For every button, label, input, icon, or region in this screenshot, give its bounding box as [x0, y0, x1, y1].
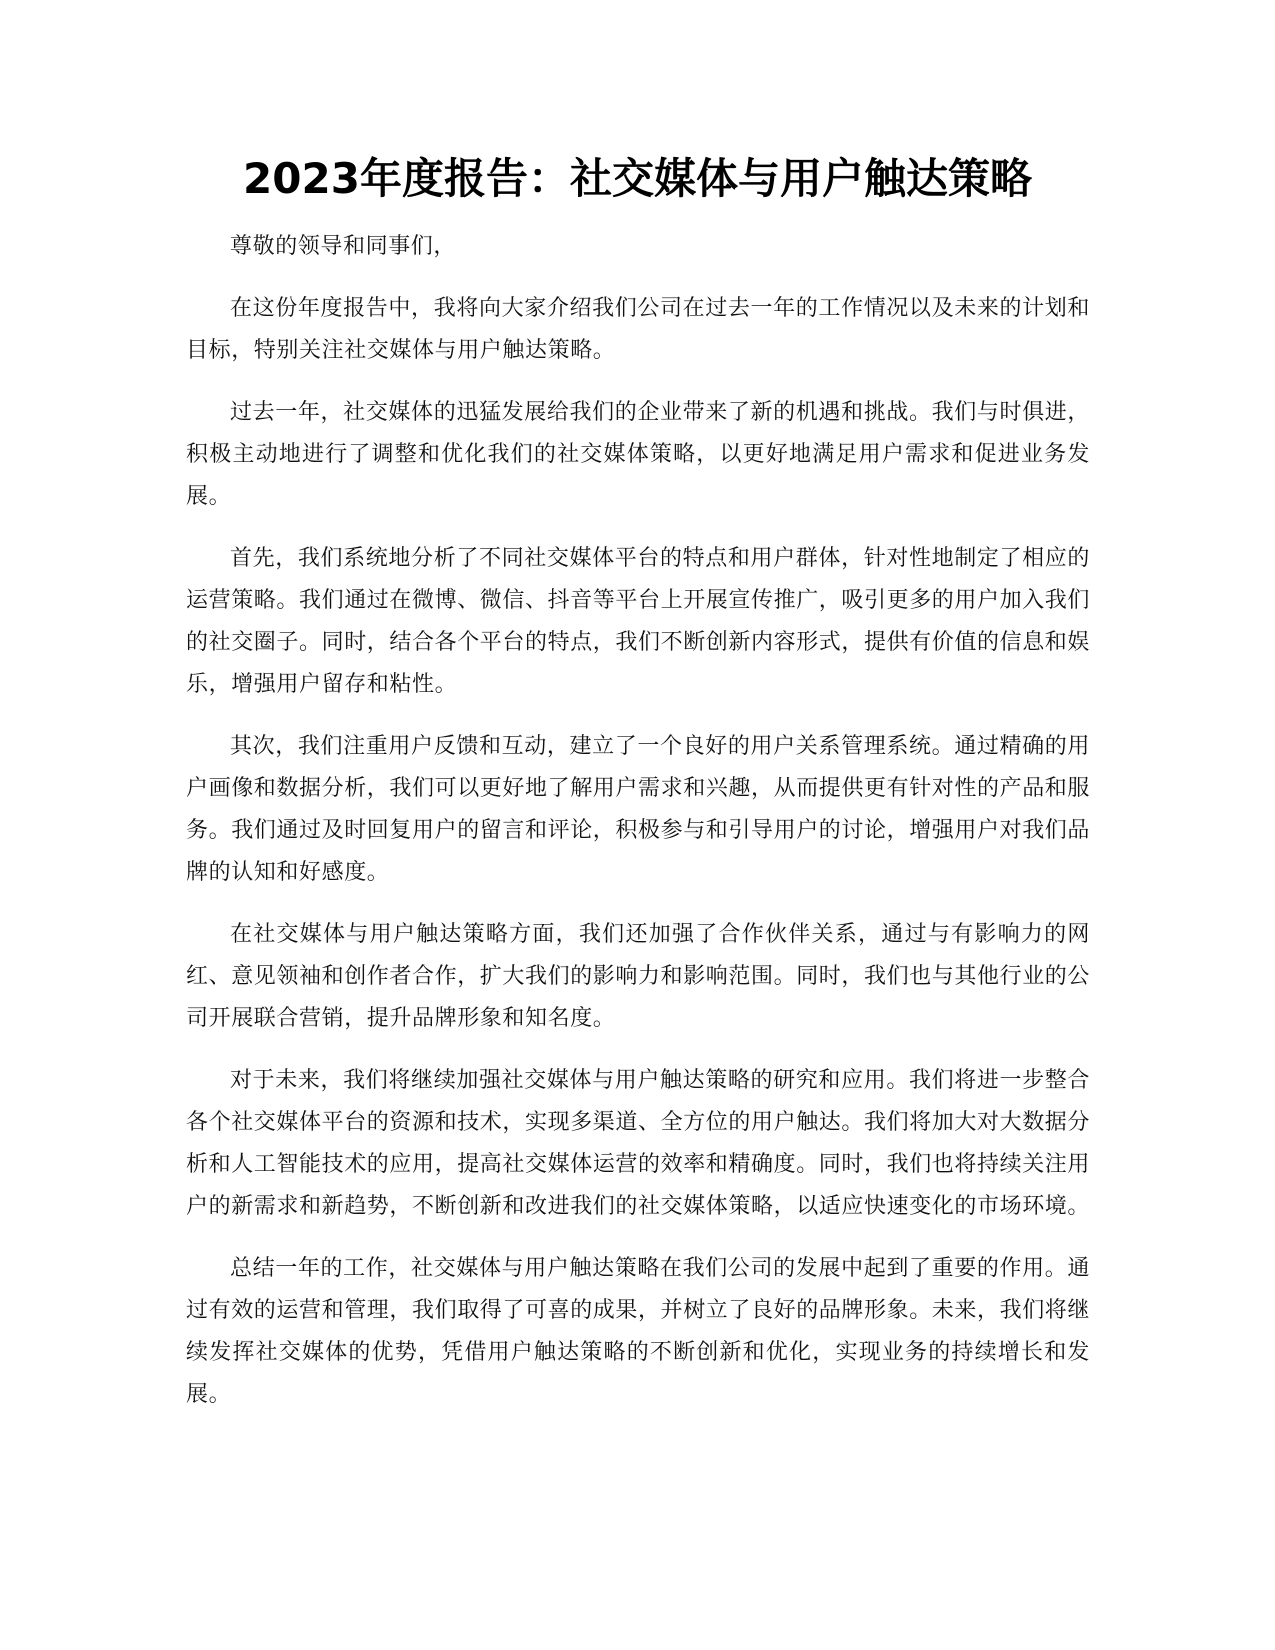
paragraph-second: 其次，我们注重用户反馈和互动，建立了一个良好的用户关系管理系统。通过精确的用户画像和数据分析，我们可以更好地了解用户需求和兴趣，从而提供更有针对性的产品和服务。我们通过及时回复用户的留言和评论，积极参与和引导用户的讨论，增强用户对我们品牌的认知和好感度。	[186, 734, 1091, 885]
paragraph-future: 对于未来，我们将继续加强社交媒体与用户触达策略的研究和应用。我们将进一步整合各个社交媒体平台的资源和技术，实现多渠道、全方位的用户触达。我们将加大对大数据分析和人工智能技术的应用，提高社交媒体运营的效率和精确度。同时，我们也将持续关注用户的新需求和新趋势，不断创新和改进我们的社交媒体策略，以适应快速变化的市场环境。	[186, 1068, 1091, 1219]
document-title: 2023年度报告：社交媒体与用户触达策略	[243, 154, 1032, 203]
paragraph-salutation: 尊敬的领导和同事们，	[230, 234, 457, 259]
paragraph-first: 首先，我们系统地分析了不同社交媒体平台的特点和用户群体，针对性地制定了相应的运营策略。我们通过在微博、微信、抖音等平台上开展宣传推广，吸引更多的用户加入我们的社交圈子。同时，结合各个平台的特点，我们不断创新内容形式，提供有价值的信息和娱乐，增强用户留存和粘性。	[186, 546, 1091, 697]
paragraph-intro: 在这份年度报告中，我将向大家介绍我们公司在过去一年的工作情况以及未来的计划和目标，特别关注社交媒体与用户触达策略。	[186, 296, 1090, 363]
paragraph-past-year: 过去一年，社交媒体的迅猛发展给我们的企业带来了新的机遇和挑战。我们与时俱进，积极主动地进行了调整和优化我们的社交媒体策略，以更好地满足用户需求和促进业务发展。	[186, 400, 1090, 509]
paragraph-partnerships: 在社交媒体与用户触达策略方面，我们还加强了合作伙伴关系，通过与有影响力的网红、意见领袖和创作者合作，扩大我们的影响力和影响范围。同时，我们也与其他行业的公司开展联合营销，提升品牌形象和知名度。	[186, 922, 1091, 1031]
document-body	[186, 226, 1090, 1436]
paragraph-summary: 总结一年的工作，社交媒体与用户触达策略在我们公司的发展中起到了重要的作用。通过有效的运营和管理，我们取得了可喜的成果，并树立了良好的品牌形象。未来，我们将继续发挥社交媒体的优势，凭借用户触达策略的不断创新和优化，实现业务的持续增长和发展。	[186, 1256, 1091, 1407]
